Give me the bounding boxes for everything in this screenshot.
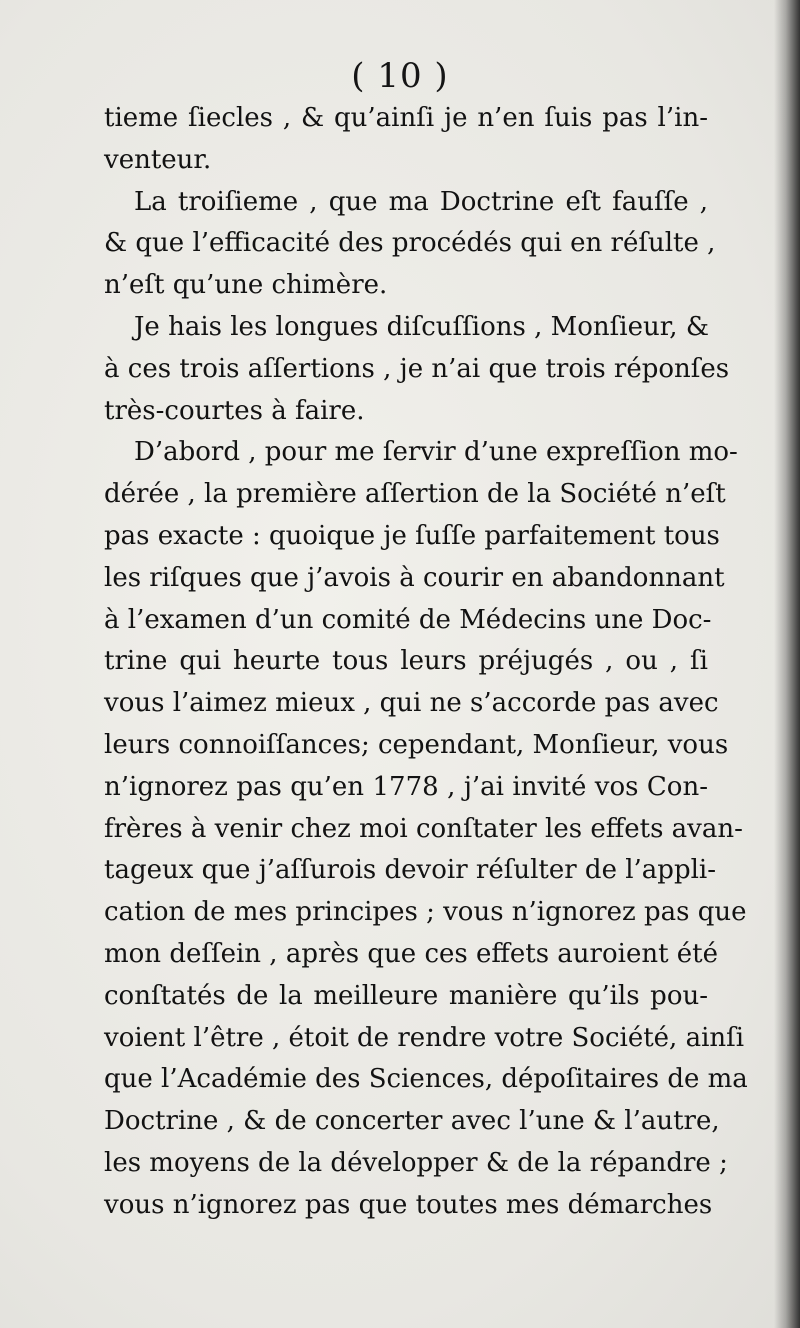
text-line: dérée , la première aſſertion de la Société n’eſt — [104, 479, 726, 510]
text-line: cation de mes principes ; vous n’ignorez pas que — [104, 897, 747, 928]
text-line: pas exacte : quoique je ſuſſe parfaitement tous — [104, 520, 720, 551]
text-line: les moyens de la développer & de la répandre ; — [104, 1147, 728, 1178]
text-line: D’abord , pour me ſervir d’une expreſſion mo- — [134, 437, 738, 468]
text-line: à l’examen d’un comité de Médecins une Doc- — [104, 604, 712, 635]
text-line: n’eſt qu’une chimère. — [104, 270, 388, 301]
text-line: La troiſieme , que ma Doctrine eſt fauſſe , — [134, 186, 708, 217]
text-line: & que l’efficacité des procédés qui en réſulte , — [104, 228, 716, 259]
text-line: que l’Académie des Sciences, dépoſitaires de ma — [104, 1064, 748, 1095]
text-line: les riſques que j’avois à courir en abandonnant — [104, 562, 725, 593]
text-line: mon deſſein , après que ces effets auroient été — [104, 938, 719, 969]
text-line: leurs connoiſſances; cependant, Monſieur, vous — [104, 729, 729, 760]
text-line: très-courtes à faire. — [104, 395, 365, 426]
text-line: tageux que j’aſſurois devoir réſulter de l’appli- — [104, 855, 717, 886]
text-line: vous l’aimez mieux , qui ne s’accorde pas avec — [104, 688, 719, 719]
page-number: ( 10 ) — [351, 56, 449, 96]
page-gutter-shadow — [774, 0, 800, 1328]
text-line: conſtatés de la meilleure manière qu’ils pou- — [104, 980, 708, 1011]
text-line: voient l’être , étoit de rendre votre Société, ainſi — [104, 1022, 745, 1053]
text-line: Je hais les longues diſcuſſions , Monſieur, & — [134, 311, 709, 342]
body-text — [104, 98, 748, 1227]
text-line: vous n’ignorez pas que toutes mes démarches — [104, 1189, 713, 1220]
text-line: Doctrine , & de concerter avec l’une & l’autre, — [104, 1106, 720, 1137]
text-line: frères à venir chez moi conſtater les effets avan- — [104, 813, 743, 844]
text-line: trine qui heurte tous leurs préjugés , ou , ſi — [104, 646, 708, 677]
text-line: à ces trois aſſertions , je n’ai que trois réponſes — [104, 353, 730, 384]
text-line: tieme ſiecles , & qu’ainſi je n’en ſuis pas l’in- — [104, 103, 708, 133]
text-line: venteur. — [104, 144, 212, 175]
text-line: n’ignorez pas qu’en 1778 , j’ai invité vos Con- — [104, 771, 708, 802]
